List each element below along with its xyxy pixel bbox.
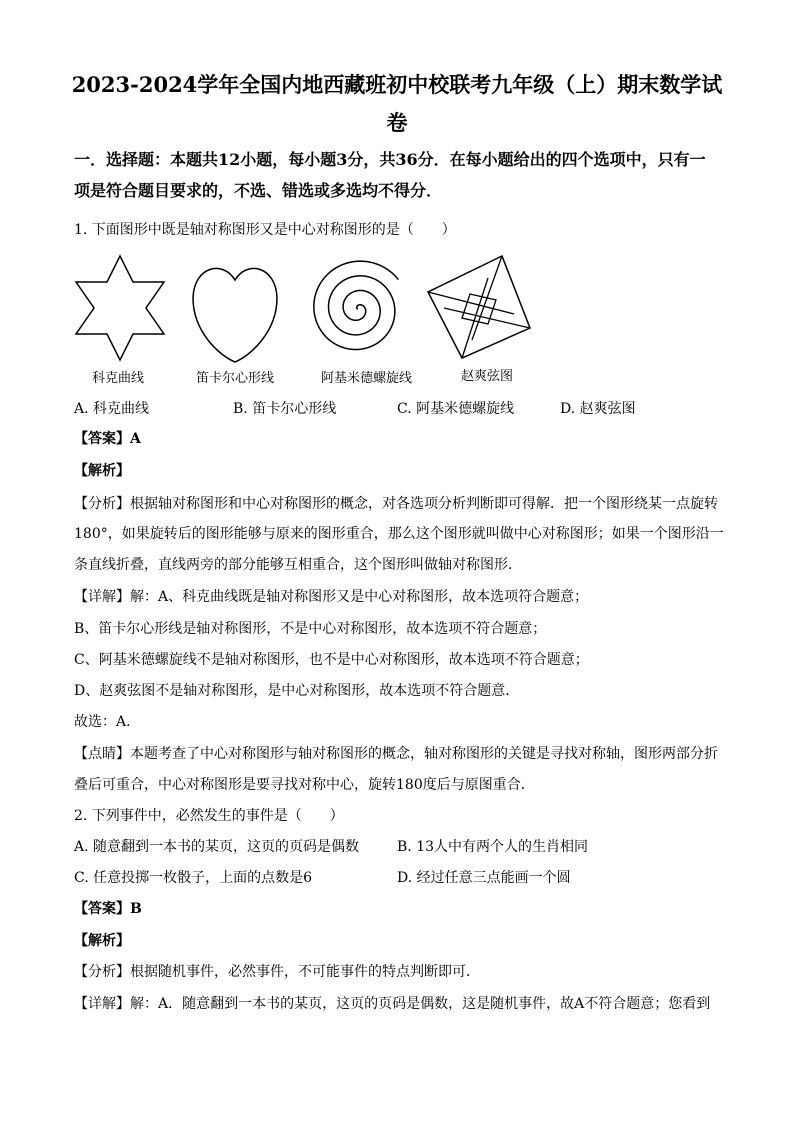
q1-comment-line-1: 【点睛】本题考查了中心对称图形与轴对称图形的概念，轴对称图形的关键是寻找对称轴，图形两部分折 (74, 746, 718, 762)
q1-fenxi-line-3: 条直线折叠，直线两旁的部分能够互相重合，这个图形叫做轴对称图形． (74, 557, 522, 573)
q2-option-c: C. 任意投掷一枚骰子，上面的点数是6 (74, 870, 313, 886)
caption-spiral: 阿基米德螺旋线 (321, 371, 413, 386)
q1-detail-line-4: D、赵爽弦图不是轴对称图形，是中心对称图形，故本选项不符合题意． (74, 683, 520, 699)
section-heading-line-2: 项是符合题目要求的，不选、错选或多选均不得分． (74, 181, 443, 200)
exam-title-line-2: 卷 (386, 110, 408, 135)
zhao-shuang-figure (424, 252, 534, 364)
q2-analysis-label: 【解析】 (74, 933, 130, 949)
q1-answer: 【答案】A (74, 431, 141, 447)
q1-fenxi-line-1: 【分析】根据轴对称图形和中心对称图形的概念，对各选项分析判断即可得解．把一个图形绕某一点旋转 (74, 496, 718, 512)
q1-fenxi-line-2: 180°，如果旋转后的图形能够与原来的图形重合，那么这个图形就叫做中心对称图形；如果一个图形沿一 (74, 526, 724, 542)
q2-stem: 2. 下列事件中，必然发生的事件是（ ） (74, 808, 344, 824)
exam-title-line-1: 2023-2024学年全国内地西藏班初中校联考九年级（上）期末数学试 (71, 72, 723, 97)
q2-option-d: D. 经过任意三点能画一个圆 (397, 870, 571, 886)
section-heading-line-1: 一．选择题：本题共12小题，每小题3分，共36分．在每小题给出的四个选项中，只有一 (74, 150, 706, 169)
q1-option-b: B. 笛卡尔心形线 (233, 401, 337, 417)
q1-detail-line-1: 【详解】解：A、科克曲线既是轴对称图形又是中心对称图形，故本选项符合题意； (74, 589, 589, 605)
q2-answer: 【答案】B (74, 901, 142, 917)
q2-detail-line-1: 【详解】解：A．随意翻到一本书的某页，这页的页码是偶数，这是随机事件，故A不符合题意；您看到 (74, 996, 711, 1012)
q1-choice: 故选：A． (74, 714, 141, 730)
q1-detail-line-2: B、笛卡尔心形线是轴对称图形，不是中心对称图形，故本选项不符合题意； (74, 621, 547, 637)
q2-fenxi: 【分析】根据随机事件，必然事件，不可能事件的特点判断即可． (74, 964, 480, 980)
q2-option-b: B. 13人中有两个人的生肖相同 (397, 839, 589, 855)
q1-analysis-label: 【解析】 (74, 463, 130, 479)
q1-detail-line-3: C、阿基米德螺旋线不是轴对称图形，也不是中心对称图形，故本选项不符合题意； (74, 652, 589, 668)
caption-koch: 科克曲线 (92, 371, 145, 386)
q1-stem: 1. 下面图形中既是轴对称图形又是中心对称图形的是（ ） (74, 222, 456, 238)
caption-cardioid: 笛卡尔心形线 (196, 371, 275, 386)
cardioid-figure (190, 252, 280, 364)
section-heading (74, 144, 724, 206)
q2-option-a: A. 随意翻到一本书的某页，这页的页码是偶数 (74, 839, 360, 855)
q1-comment-line-2: 叠后可重合，中心对称图形是要寻找对称中心，旋转180度后与原图重合． (74, 777, 535, 793)
koch-curve-figure (72, 252, 168, 364)
archimedean-spiral-figure (305, 252, 411, 364)
caption-zhao-shuang: 赵爽弦图 (461, 369, 514, 384)
q1-option-c: C. 阿基米德螺旋线 (397, 401, 515, 417)
q1-option-d: D. 赵爽弦图 (560, 401, 636, 417)
q1-option-a: A. 科克曲线 (74, 401, 150, 417)
